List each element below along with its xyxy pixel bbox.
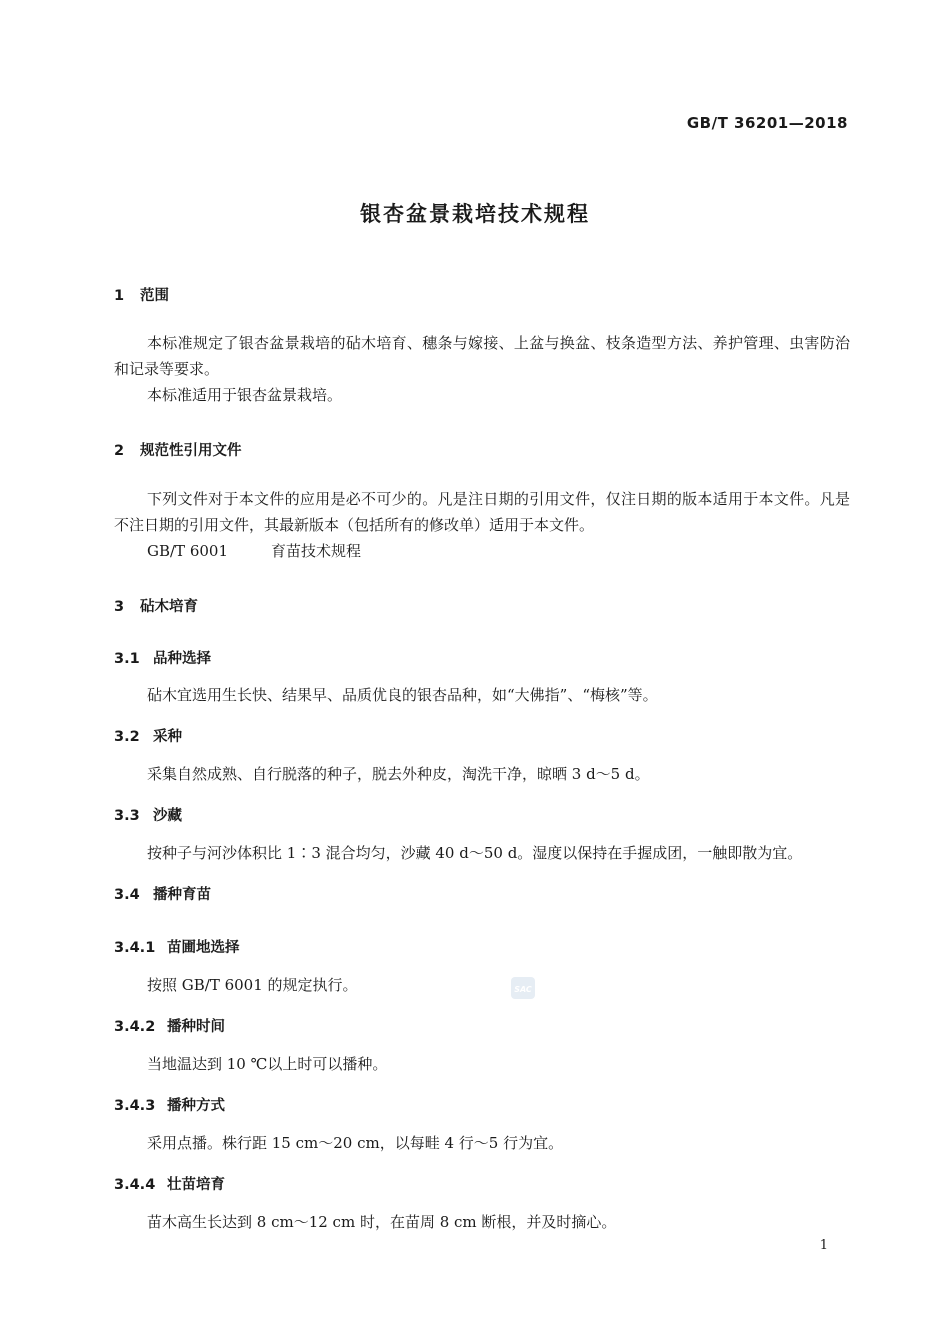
section-title: 规范性引用文件 xyxy=(140,443,242,459)
reference-code: GB/T 6001 xyxy=(147,542,229,560)
document-title: 银杏盆景栽培技术规程 xyxy=(360,202,590,226)
section-title: 砧木培育 xyxy=(140,599,198,615)
page-number: 1 xyxy=(819,1238,828,1253)
paragraph: 下列文件对于本文件的应用是必不可少的。凡是注日期的引用文件，仅注日期的版本适用于本文件。凡是不注日期的引用文件，其最新版本（包括所有的修改单）适用于本文件。 xyxy=(114,490,850,534)
paragraph: 按照 GB/T 6001 的规定执行。 xyxy=(147,976,358,994)
paragraph: 本标准适用于银杏盆景栽培。 xyxy=(147,386,343,404)
paragraph: 采集自然成熟、自行脱落的种子，脱去外种皮，淘洗干净，晾晒 3 d～5 d。 xyxy=(147,765,650,783)
subsection-3-4-1-heading xyxy=(114,936,240,957)
section-number: 3.3 xyxy=(114,808,140,824)
section-number: 3.4.4 xyxy=(114,1177,156,1193)
paragraph: 苗木高生长达到 8 cm～12 cm 时，在苗周 8 cm 断根，并及时摘心。 xyxy=(147,1213,617,1231)
section-title: 沙藏 xyxy=(153,808,182,824)
section-number: 3.2 xyxy=(114,729,140,745)
section-2-heading xyxy=(114,439,242,460)
section-title: 播种育苗 xyxy=(153,887,211,903)
section-number: 3.4.3 xyxy=(114,1098,156,1114)
section-3-heading xyxy=(114,595,198,616)
section-number: 3.4 xyxy=(114,887,140,903)
sac-watermark-logo xyxy=(510,976,536,1000)
section-title: 播种方式 xyxy=(167,1098,225,1114)
subsection-3-2-heading xyxy=(114,725,182,746)
subsection-3-4-heading xyxy=(114,883,211,904)
paragraph: 按种子与河沙体积比 1∶3 混合均匀，沙藏 40 d～50 d。湿度以保持在手握成团，一触即散为宜。 xyxy=(147,844,803,862)
section-number: 3 xyxy=(114,599,125,615)
section-number: 3.4.1 xyxy=(114,940,156,956)
paragraph: 采用点播。株行距 15 cm～20 cm，以每畦 4 行～5 行为宜。 xyxy=(147,1134,564,1152)
subsection-3-3-heading xyxy=(114,804,182,825)
paragraph: 当地温达到 10 ℃以上时可以播种。 xyxy=(147,1055,388,1073)
section-number: 3.4.2 xyxy=(114,1019,156,1035)
section-number: 3.1 xyxy=(114,651,140,667)
section-number: 2 xyxy=(114,443,125,459)
paragraph: 砧木宜选用生长快、结果早、品质优良的银杏品种，如“大佛指”、“梅核”等。 xyxy=(147,686,658,704)
paragraph: 本标准规定了银杏盆景栽培的砧木培育、穗条与嫁接、上盆与换盆、枝条造型方法、养护管理、虫害防治和记录等要求。 xyxy=(114,334,850,378)
section-title: 范围 xyxy=(140,288,169,304)
subsection-3-1-heading xyxy=(114,647,211,668)
section-1-heading xyxy=(114,284,169,305)
section-title: 苗圃地选择 xyxy=(167,940,240,956)
reference-title: 育苗技术规程 xyxy=(271,542,362,560)
section-title: 壮苗培育 xyxy=(167,1177,225,1193)
subsection-3-4-2-heading xyxy=(114,1015,225,1036)
subsection-3-4-4-heading xyxy=(114,1173,225,1194)
section-title: 采种 xyxy=(153,729,182,745)
standard-code: GB/T 36201—2018 xyxy=(686,114,848,132)
section-number: 1 xyxy=(114,288,125,304)
section-title: 播种时间 xyxy=(167,1019,225,1035)
watermark-text: SAC xyxy=(514,985,532,994)
normative-reference xyxy=(147,540,361,561)
subsection-3-4-3-heading xyxy=(114,1094,225,1115)
section-title: 品种选择 xyxy=(153,651,211,667)
